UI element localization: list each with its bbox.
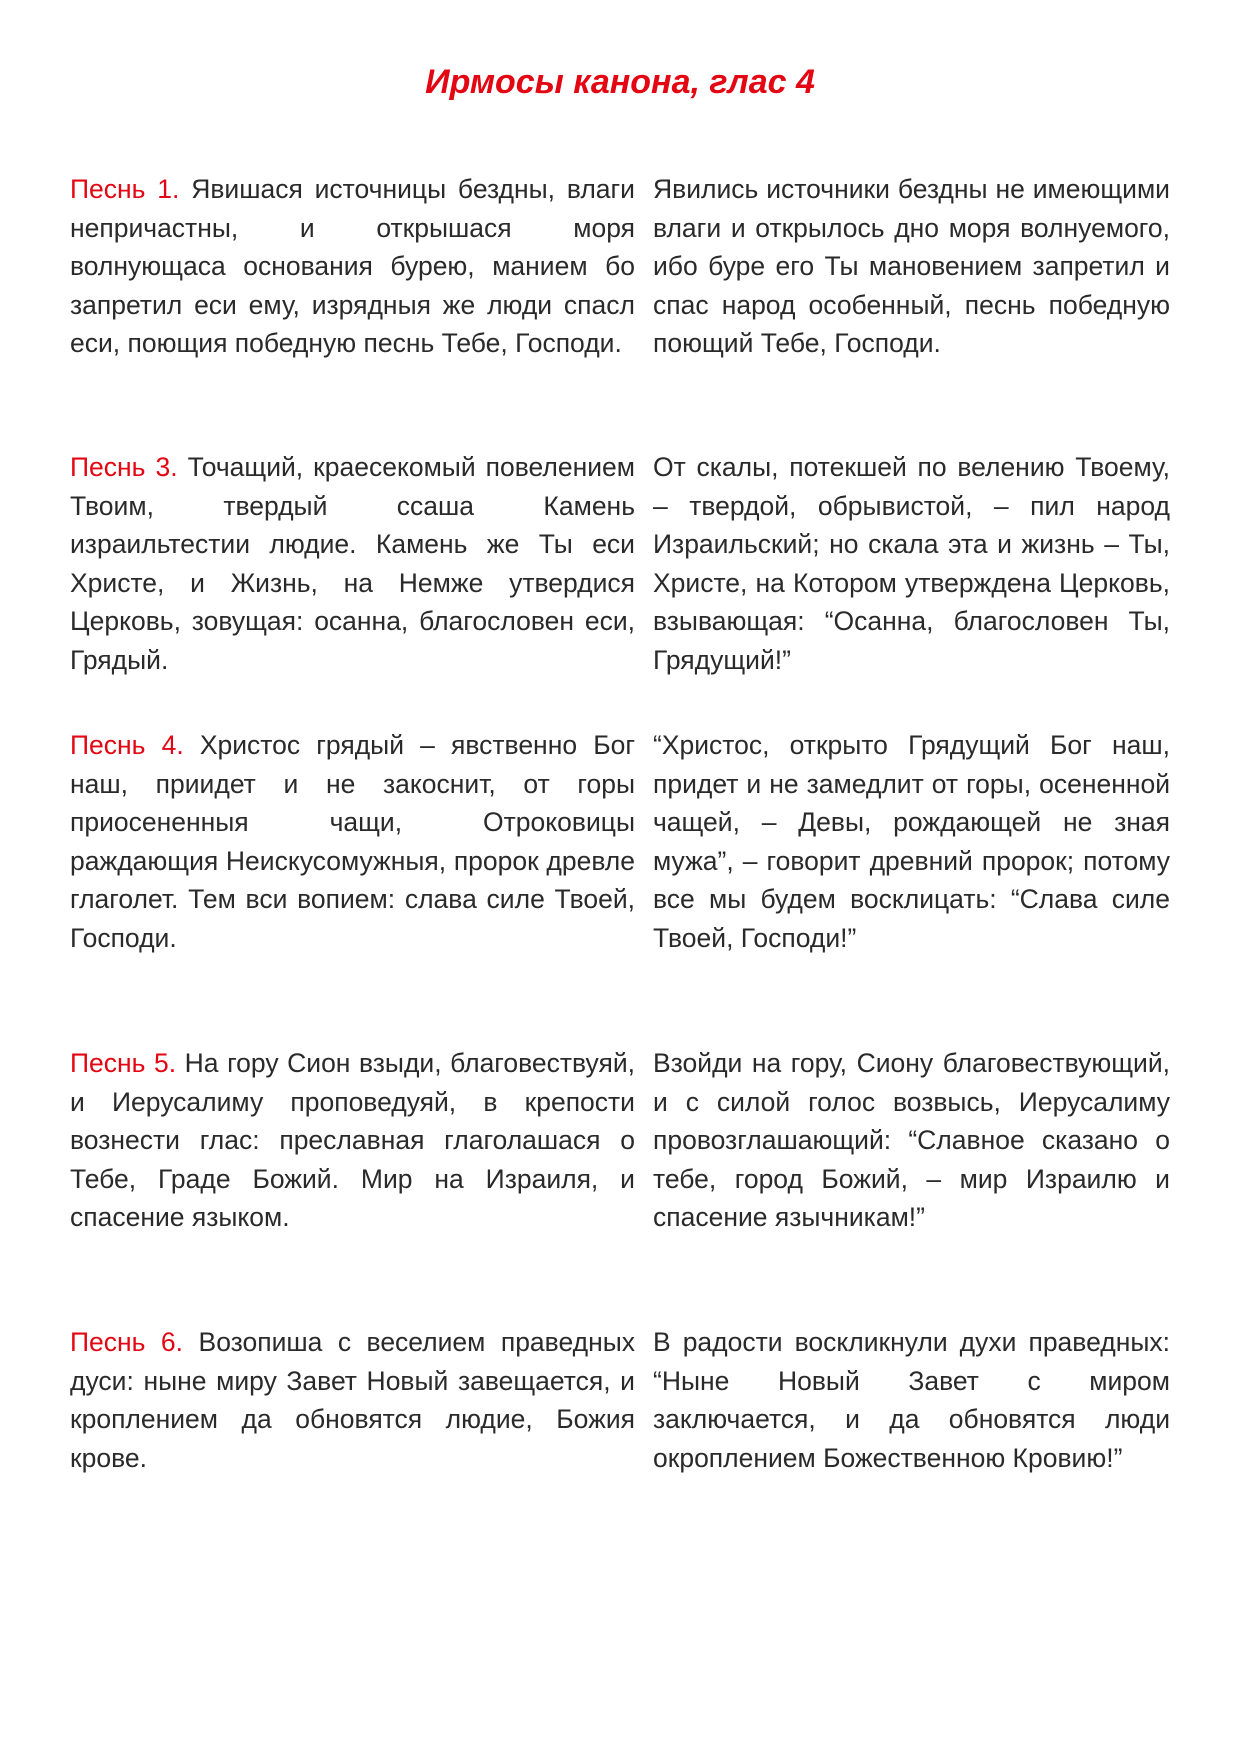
ode-slavonic-body: На гору Сион взыди, благовествуяй, и Иерусалиму проповедуяй, в крепости вознести глас: преславная глаголашася о Тебе, Граде Божий. Мир на Израиля, и спасение языком. — [70, 1048, 635, 1233]
ode-5 — [70, 1044, 1170, 1237]
ode-slavonic-body: Возопиша с веселием праведных дуси: ныне миру Завет Новый завещается, и кроплением да обновятся людие, Божия крове. — [70, 1327, 635, 1473]
ode-label: Песнь 5. — [70, 1048, 177, 1078]
ode-label: Песнь 4. — [70, 730, 184, 760]
ode-slavonic-text — [70, 1323, 635, 1477]
ode-russian-text: Явились источники бездны не имеющими влаги и открылось дно моря волнуемого, ибо буре его Ты мановением запретил и спас народ особенный, песнь победную поющий Тебе, Господи. — [653, 174, 1170, 359]
ode-label: Песнь 6. — [70, 1327, 184, 1357]
ode-slavonic-text — [70, 170, 635, 363]
ode-slavonic-body: Точащий, краесекомый повелением Твоим, твердый ссаша Камень израильтестии людие. Камень же Ты еси Христе, и Жизнь, на Немже утвердися Церковь, зовущая: осанна, благословен еси, Грядый. — [70, 452, 635, 675]
ode-slavonic-body: Явишася источницы бездны, влаги непричастны, и открышася моря волнующаса основания бурею, манием бо запретил еси ему, изрядныя же люди спасл еси, поющия победную песнь Тебе, Господи. — [70, 174, 635, 359]
ode-label: Песнь 1. — [70, 174, 180, 204]
ode-slavonic-text — [70, 726, 635, 958]
ode-4 — [70, 726, 1170, 958]
ode-russian-text: Взойди на гору, Сиону благовествующий, и с силой голос возвысь, Иерусалиму провозглашающий: “Славное сказано о тебе, город Божий, – мир Израилю и спасение язычникам!” — [653, 1048, 1170, 1233]
ode-slavonic-text — [70, 448, 635, 680]
ode-6 — [70, 1323, 1170, 1477]
ode-russian-text: “Христос, открыто Грядущий Бог наш, придет и не замедлит от горы, осененной чащей, – Девы, рождающей не зная мужа”, – говорит древний пророк; потому все мы будем восклицать: “Слава силе Твоей, Господи!” — [653, 730, 1170, 953]
ode-russian-text: В радости воскликнули духи праведных: “Ныне Новый Завет с миром заключается, и да обновятся люди окроплением Божественною Кровию!” — [653, 1327, 1170, 1473]
ode-label: Песнь 3. — [70, 452, 178, 482]
ode-slavonic-text — [70, 1044, 635, 1237]
page-title: Ирмосы канона, глас 4 — [425, 63, 815, 101]
ode-russian-text: От скалы, потекшей по велению Твоему, – твердой, обрывистой, – пил народ Израильский; но скала эта и жизнь – Ты, Христе, на Котором утверждена Церковь, взывающая: “Осанна, благословен Ты, Грядущий!” — [653, 452, 1170, 675]
ode-3 — [70, 448, 1170, 680]
ode-slavonic-body: Христос грядый – явственно Бог наш, приидет и не закоснит, от горы приосененныя чащи, Отроковицы раждающия Неискусомужныя, пророк древле глаголет. Тем вси вопием: слава силе Твоей, Господи. — [70, 730, 635, 953]
ode-1 — [70, 170, 1170, 363]
